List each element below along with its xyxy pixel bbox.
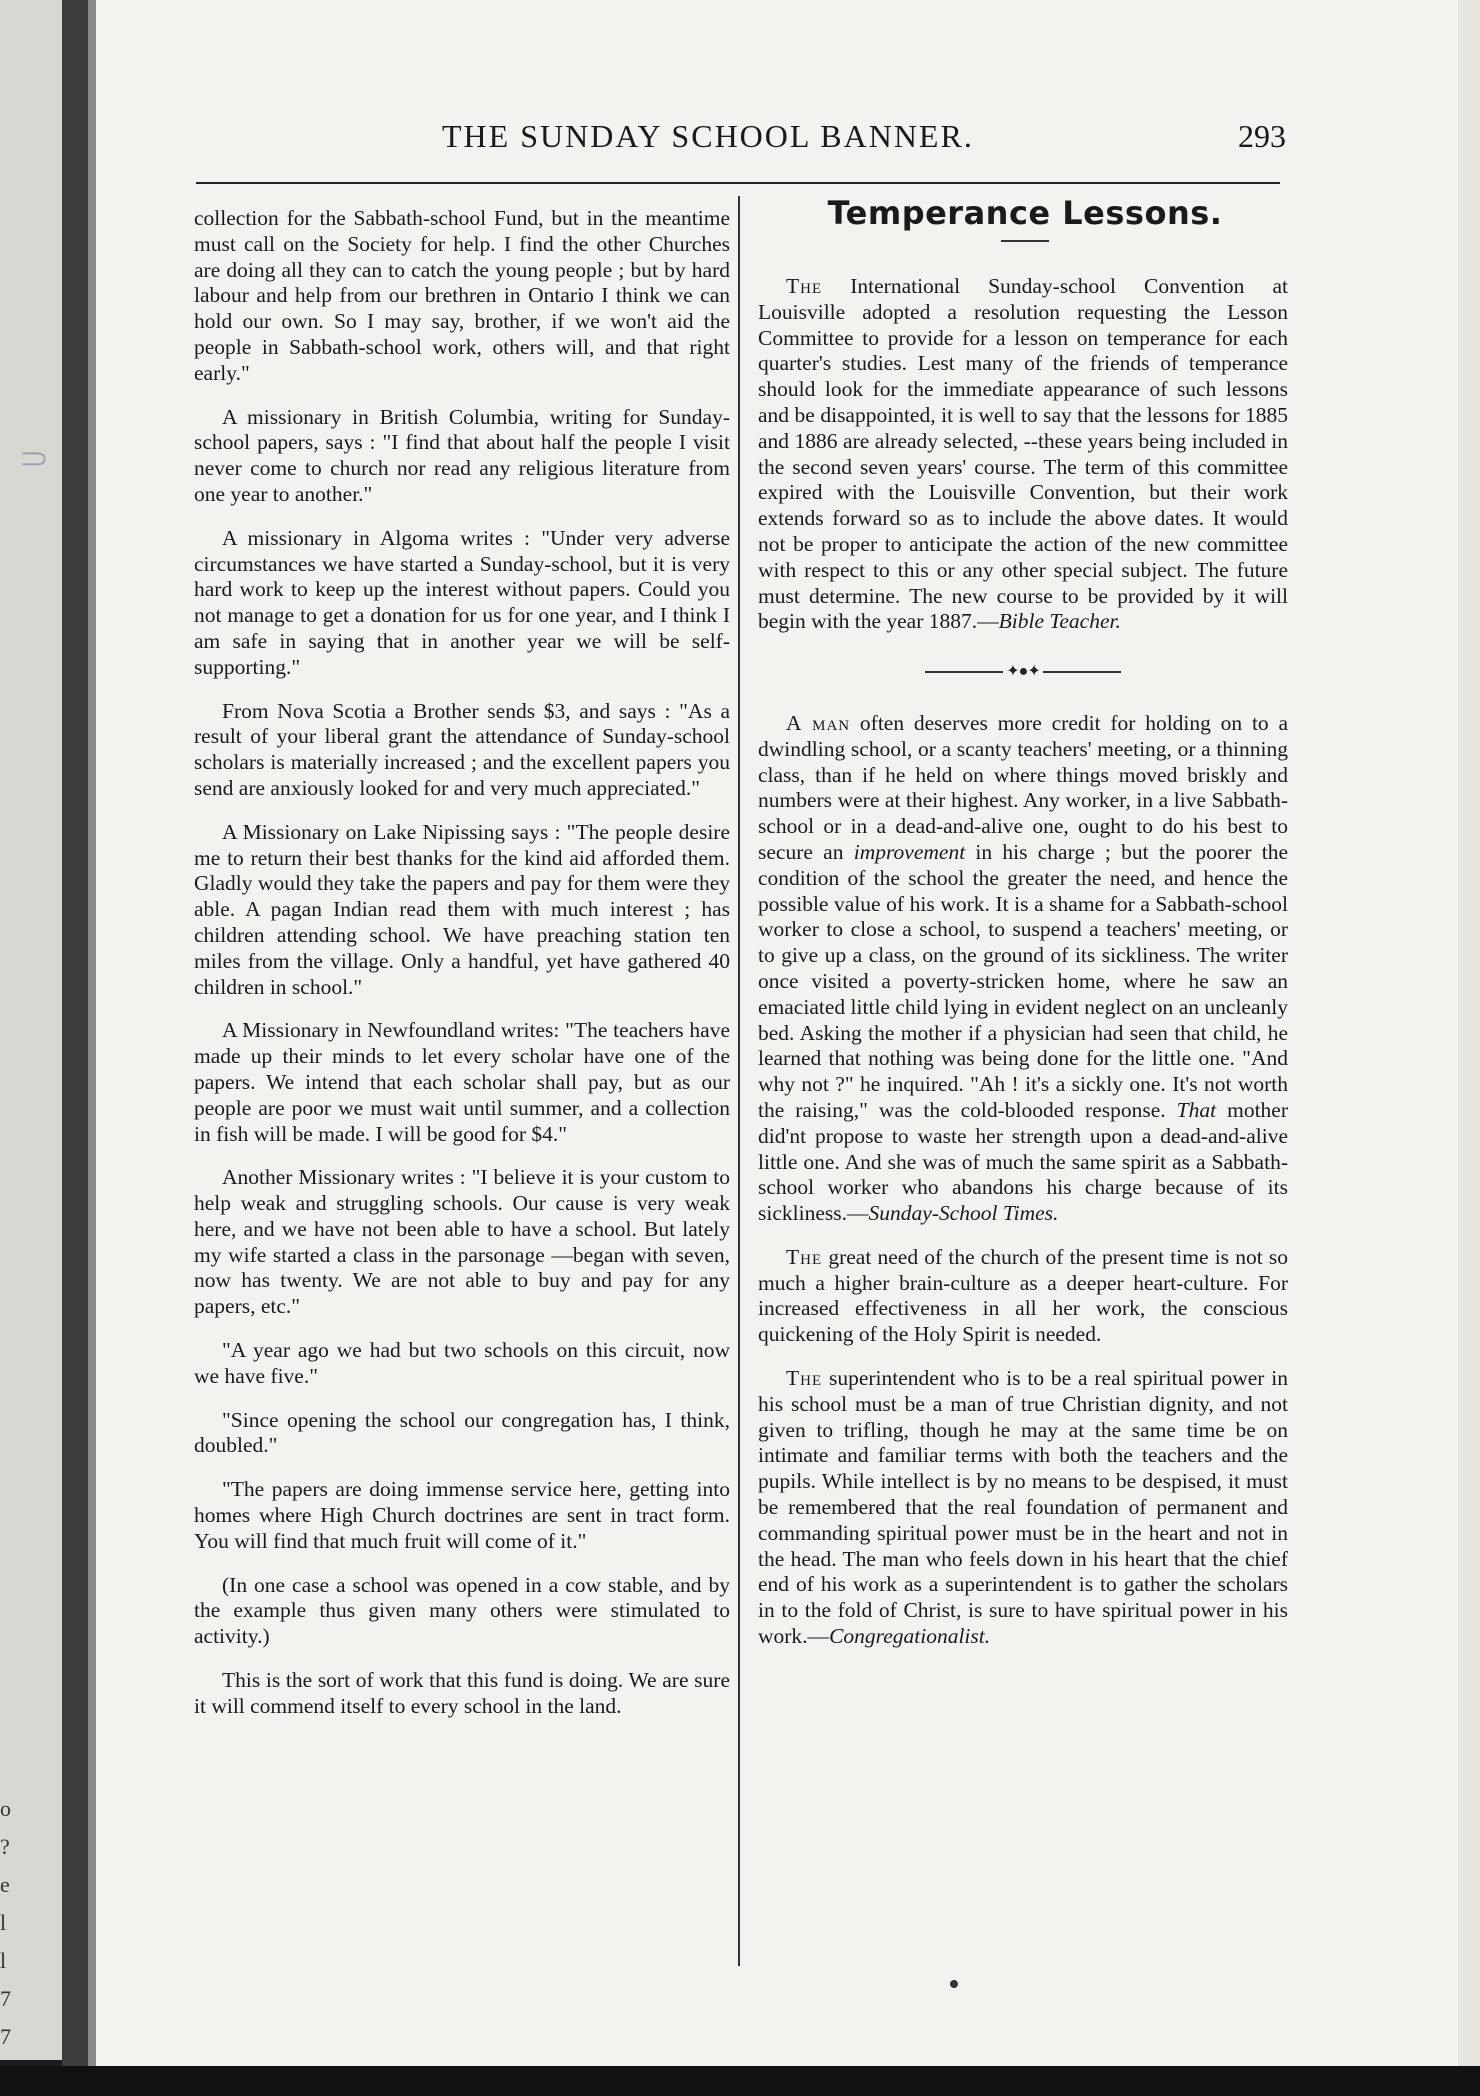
book-gutter-edge (88, 0, 96, 2096)
paragraph: This is the sort of work that this fund is doing. We are sure it will commend itself to every school in the land. (194, 1668, 730, 1718)
lead-word: The (786, 274, 823, 298)
title-rule (1001, 240, 1049, 242)
paragraph: collection for the Sabbath-school Fund, but in the meantime must call on the Society for help. I find the other Churches are doing all they can to catch the young people ; but by hard labour and help from our brethren in Ontario I think we can hold our own. So I may say, brother, if we won't aid the people in Sabbath-school work, others will, and that right early." (194, 206, 730, 385)
lead-word: The (786, 1366, 823, 1391)
source-credit: Congregationalist. (829, 1624, 991, 1649)
running-head (196, 118, 1286, 168)
paragraph: From Nova Scotia a Brother sends $3, and says : "As a result of your liberal grant the attendance of Sunday-school scholars is materially increased ; and the excellent papers you send are anxiously looked for and very much appreciated." (194, 698, 730, 800)
need-paragraph: The great need of the church of the present time is not so much a higher brain-culture as a deeper heart-culture. For increased effectiveness in all her work, the conscious quickening of the Holy Spirit is needed. (758, 1244, 1288, 1347)
ink-dot (950, 1980, 958, 1988)
running-title: THE SUNDAY SCHOOL BANNER. (442, 118, 974, 154)
section-title: Temperance Lessons. (760, 194, 1290, 272)
lead-word: The (786, 1244, 823, 1269)
paragraph: "The papers are doing immense service here, getting into homes where High Church doctrines are sent in tract form. You will find that much fruit will come of it." (194, 1477, 730, 1553)
paragraph: "Since opening the school our congregation has, I think, doubled." (194, 1407, 730, 1458)
credit-paragraph: A man often deserves more credit for holding on to a dwindling school, or a scanty teachers' meeting, or a thinning class, than if he held on where things moved briskly and numbers were at their highest. Any worker, in a live Sabbath-school or in a dead-and-alive one, ought to do his best to secure an improvement in his charge ; but the poorer the condition of the school the greater the need, and hence the possible value of his work. It is a shame for a Sabbath-school worker to close a school, to suspend a teachers' meeting, or to give up a class, on the ground of its sickliness. The writer once visited a poverty-stricken home, where he saw an emaciated little child lying in evident neglect on an uncleanly bed. Asking the mother if a physician had seen that child, he learned that nothing was being done for the little one. "And why not ?" he inquired. "Ah ! it's a sickly one. It's not worth the raising," was the cold-blooded response. That mother did'nt propose to waste her strength upon a dead-and-alive little one. And she was of much the same spirit as a Sabbath-school worker who abandons his charge because of its sickliness.—Sunday-School Times. (758, 710, 1289, 1226)
paragraph: (In one case a school was opened in a cow stable, and by the example thus given many others were stimulated to activity.) (194, 1572, 730, 1649)
header-rule (196, 182, 1280, 184)
paragraph: "A year ago we had but two schools on this circuit, now we have five." (194, 1338, 730, 1388)
left-column (194, 206, 730, 1738)
ornament-divider (758, 659, 1288, 685)
source-credit: Sunday-School Times. (868, 1201, 1059, 1226)
paragraph: Another Missionary writes : "I believe it is your custom to help weak and struggling schools. Our cause is very weak here, and we have not been able to have a school. But lately my wife started a class in the parsonage —began with seven, now has twenty. We are not able to buy and pay for any papers, etc." (194, 1165, 730, 1319)
page-right-edge (1458, 0, 1480, 2096)
facing-page-letters: o ? e l l 7 7 (0, 1796, 11, 2049)
page-number: 293 (1238, 118, 1286, 154)
right-column (758, 274, 1288, 1668)
facing-page-edge (0, 0, 62, 2060)
lead-word: A man (786, 710, 851, 735)
source-credit: Bible Teacher. (998, 609, 1121, 634)
ornament-icon: ✦●✦ (1006, 663, 1040, 681)
paragraph: A Missionary on Lake Nipissing says : "The people desire me to return their best thanks for the kind aid afforded them. Gladly would they take the papers and pay for them were they able. A pagan Indian read them with much interest ; has children attending school. We have preaching station ten miles from the village. Only a handful, yet have gathered 40 children in school." (194, 819, 730, 999)
paragraph: A missionary in British Columbia, writing for Sunday-school papers, says : "I find that about half the people I visit never come to church nor read any religious literature from one year to another." (194, 404, 730, 506)
book-gutter (62, 0, 88, 2096)
temperance-paragraph: The International Sunday-school Convention at Louisville adopted a resolution requesting the Lesson Committee to provide for a lesson on temperance for each quarter's studies. Lest many of the friends of temperance should look for the immediate appearance of such lessons and be disappointed, it is well to say that the lessons for 1885 and 1886 are already selected, --these years being included in the second seven years' course. The term of this committee expired with the Louisville Convention, but their work extends forward so as to include the above dates. It would not be proper to anticipate the action of the new committee with respect to this or any other special subject. The future must determine. The new course to be provided by it will begin with the year 1887.—Bible Teacher. (758, 274, 1288, 634)
paragraph: A Missionary in Newfoundland writes: "The teachers have made up their minds to let every scholar have one of the papers. We intend that each scholar shall pay, but as our people are poor we must wait until summer, and a collection in fish will be made. I will be good for $4." (194, 1018, 730, 1146)
superintendent-paragraph: The superintendent who is to be a real spiritual power in his school must be a man of true Christian dignity, and not given to trifling, though he may at the same time be on intimate and familiar terms with both the teachers and the pupils. While intellect is by no means to be despised, it must be remembered that the real foundation of permanent and commanding spiritual power must be in the heart and not in the head. The man who feels down in his heart that the chief end of his work as a superintendent is to gather the scholars in to the fold of Christ, is sure to have spiritual power in his work.—Congregationalist. (758, 1366, 1288, 1649)
scan-bottom-border (0, 2066, 1480, 2096)
column-divider (738, 196, 740, 1966)
paragraph: A missionary in Algoma writes : "Under very adverse circumstances we have started a Sunday-school, but it is very hard work to keep up the interest without papers. Could you not manage to get a donation for us for one year, and I think I am safe in saying that in another year we will be self-supporting." (194, 525, 730, 679)
pencil-mark-icon: ⸧ (14, 437, 54, 482)
